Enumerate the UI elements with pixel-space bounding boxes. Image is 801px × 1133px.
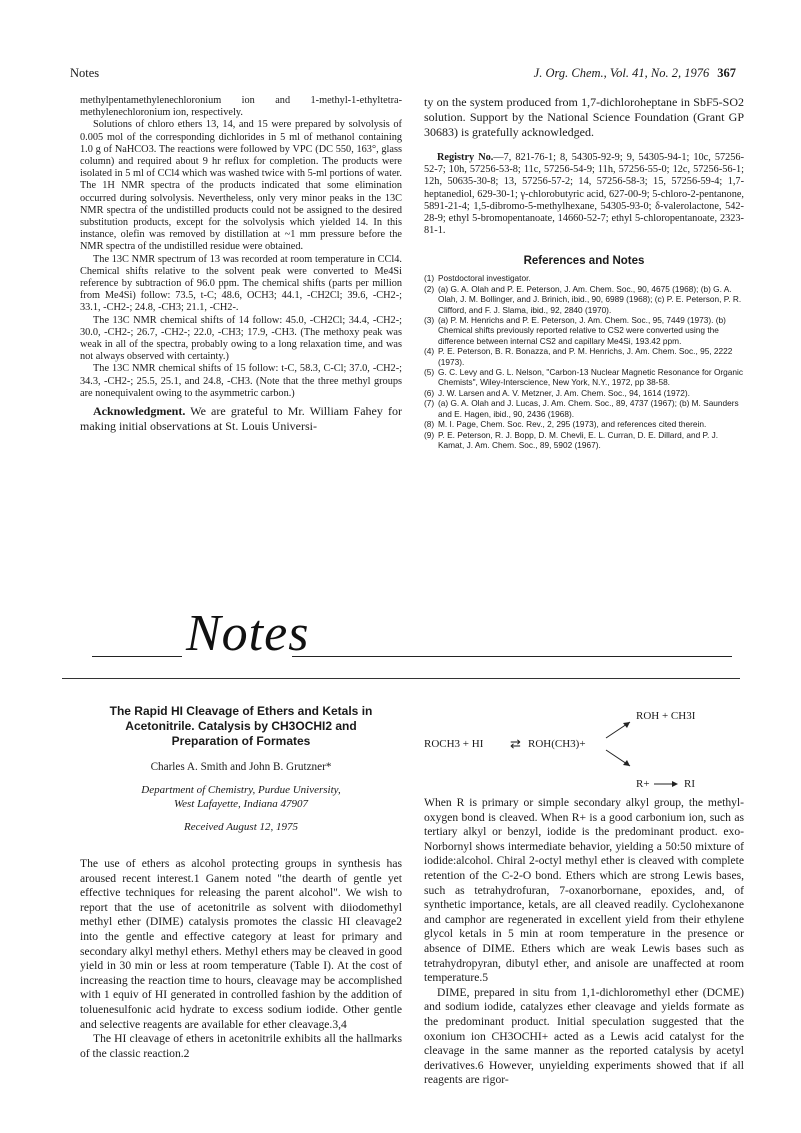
reference-number: (8) (424, 419, 435, 430)
reference-text: P. E. Peterson, R. J. Bopp, D. M. Chevli, E. L. Curran, D. E. Dillard, and P. J. Kamat, J. Am. Chem. Soc., 89, 5902 (1967). (438, 429, 719, 450)
affiliation-line: Department of Chemistry, Purdue University, (141, 784, 341, 796)
registry-text: —7, 821-76-1; 8, 54305-92-9; 9, 54305-94-1; 10c, 57256-52-7; 10h, 57256-53-8; 11c, 57256-54-9; 11h, 57256-55-0; 12c, 57256-56-1; 12h, 50635-30-8; 13, 57256-57-2; 14, 57256-58-3; 15, 57256-59-4; 1,7-heptanediol, 629-30-1; γ-chlorobutyric acid, 627-00-9; 5-chloro-2-pentanone, 5891-21-4; 1,5-dibromo-5-methylhexane, 54305-93-0; δ-valerolactone, 542-28-9; ethyl 5-bromopentanoate, 14660-52-7; ethyl 5-chloropentanoate, 2323-81-1. (424, 152, 744, 237)
reference-text: Postdoctoral investigator. (438, 273, 531, 284)
acknowledgment-heading: Acknowledgment. (93, 404, 186, 419)
reference-number: (4) (424, 346, 435, 357)
reference-item (424, 346, 744, 367)
reference-number: (9) (424, 429, 435, 440)
scheme-equilibrium-arrow: ⇄ (510, 736, 521, 751)
article-title-line: Acetonitrile. Catalysis by CH3OCHI2 and (125, 719, 357, 733)
article-right-column (424, 700, 744, 1088)
paragraph: The 13C NMR spectrum of 13 was recorded at room temperature in CCl4. Chemical shifts relative to the solvent peak were converted to Me4Si reference by subtraction of 96.0 ppm. The chemical shifts (parts per million from Me4Si) follow: 73.5, t-C; 48.6, OCH3; 44.1, -CH2Cl; 39.6, -CH2-; 33.1, -CH2-; 24.8, -CH3; 21.1, -CH2-. (80, 253, 402, 314)
reference-text: (a) G. A. Olah and J. Lucas, J. Am. Chem. Soc., 89, 4737 (1967); (b) M. Saunders and E. Hagen, ibid., 90, 2436 (1968). (438, 398, 739, 419)
article-authors: Charles A. Smith and John B. Grutzner* (150, 761, 332, 773)
scheme-product-upper: ROH + CH3I (636, 710, 696, 722)
top-right-column (424, 95, 744, 450)
paragraph: The 13C NMR chemical shifts of 15 follow: t-C, 58.3, C-Cl; 37.0, -CH2-; 34.3, -CH2-; 25.5, 25.1, and 24.8, -CH3. (Note that the three methyl groups are nonequivalent owing to the asymmetric carbon.) (80, 363, 402, 399)
reference-text: M. I. Page, Chem. Soc. Rev., 2, 295 (1973), and references cited therein. (438, 419, 707, 430)
acknowledgment-text: We are grateful to Mr. William Fahey for making initial observations at St. Louis Universi- (80, 404, 402, 434)
reaction-scheme (424, 700, 744, 788)
reference-number: (1) (424, 273, 435, 284)
running-head-section: Notes (70, 66, 100, 80)
reference-number: (5) (424, 367, 435, 378)
article-title-line: Preparation of Formates (171, 734, 311, 748)
paragraph: Solutions of chloro ethers 13, 14, and 15 were prepared by solvolysis of 0.005 mol of the corresponding dichlorides in 5 ml of methanol containing 1.0 g of NaHCO3. The reactions were followed by VPC (DC 550, 163°, glass column) and required about 9 hr reflux for completion. The products were isolated in 5 ml of CCl4 which was washed twice with 5-ml portions of water. The 1H NMR spectra of the products indicated that some elimination occurred during solvolysis. Nevertheless, only very minor peaks in the 13C NMR spectra of the undistilled products could not be assigned to the desired substitution products, except for the solvolysis which yielded 14. In this instance, olefin was removed by distillation at ~1 mm pressure before the NMR spectra of the undistilled residue were obtained. (80, 119, 402, 253)
reference-number: (2) (424, 283, 435, 294)
reference-number: (7) (424, 398, 435, 409)
paragraph: methylpentamethylenechloronium ion and 1-methyl-1-ethyltetra-methylenechloronium ion, respectively. (80, 95, 402, 119)
running-head (70, 66, 736, 82)
paragraph: The HI cleavage of ethers in acetonitrile exhibits all the hallmarks of the classic reaction.2 (80, 1032, 402, 1060)
section-divider (62, 678, 740, 679)
paragraph: When R is primary or simple secondary alkyl group, the methyl-oxygen bond is cleaved. When R+ is a good carbonium ion, such as tertiary alkyl or benzyl, iodide is the predominant product. exo-Norbornyl shows intermediate behavior, yielding a 50:50 mixture of iodide:alcohol. Chiral 2-octyl methyl ether is cleaved with complete retention of the C-2-O bond. Ethers which are strong Lewis bases, such as tetrahydrofuran, 7-oxanorbornane, epoxides, and, of synthetic importance, ketals, are all cleaved readily. Cyclohexanone and camphor are regenerated in excellent yield from their ethylene glycol ketals in 5 min at room temperature in the presence or absence of DIME. Ethers which are weak Lewis bases such as tetrahydropyran, dibutyl ether, and anisole are unaffected at room temperature.5 (424, 796, 744, 985)
journal-citation: J. Org. Chem., Vol. 41, No. 2, 1976 (533, 66, 710, 80)
reference-number: (3) (424, 315, 435, 326)
reference-item (424, 419, 744, 429)
reference-text: J. W. Larsen and A. V. Metzner, J. Am. Chem. Soc., 94, 1614 (1972). (438, 387, 690, 398)
reference-text: (a) G. A. Olah and P. E. Peterson, J. Am. Chem. Soc., 90, 4675 (1968); (b) G. A. Olah, J. M. Bollinger, and J. Brinich, ibid., 90, 6989 (1968); (c) P. E. Peterson, P. R. Clifford, and F. J. Slama, ibid., 92, 2840 (1970). (438, 283, 742, 315)
references-list (424, 273, 744, 450)
reference-number: (6) (424, 387, 435, 398)
reference-text: (a) P. M. Henrichs and P. E. Peterson, J. Am. Chem. Soc., 95, 7449 (1973). (b) Chemical shifts previously reported relative to CS2 were converted using the difference between internal CS2 and capillary Me4Si, 193.42 ppm. (438, 315, 726, 346)
reference-item (424, 284, 744, 315)
article-title-line: The Rapid HI Cleavage of Ethers and Ketals in (109, 704, 373, 718)
scheme-reactant: ROCH3 + HI (424, 738, 484, 750)
acknowledgment (80, 404, 402, 434)
reference-item (424, 388, 744, 398)
registry-numbers (424, 152, 744, 237)
affiliation-line: West Lafayette, Indiana 47907 (173, 798, 309, 810)
scheme-product-lower-cation: R+ (636, 778, 650, 790)
scheme-product-lower-iodide: RI (684, 778, 695, 790)
registry-heading: Registry No. (437, 152, 494, 163)
references-heading: References and Notes (523, 255, 645, 268)
acknowledgment-continuation: ty on the system produced from 1,7-dichloroheptane in SbF5-SO2 solution. Support by the National Science Foundation (Grant GP 30683) is gratefully acknowledged. (424, 95, 744, 139)
article-title (80, 704, 402, 749)
reference-item (424, 367, 744, 388)
top-left-column (80, 95, 402, 434)
paragraph: The 13C NMR chemical shifts of 14 follow: 45.0, -CH2Cl; 34.4, -CH2-; 30.0, -CH2-; 26.7, -CH2-; 22.0, -CH3; 17.9, -CH3. (The methoxy peak was weak in all of the spectra, probably owing to a long relaxation time, and was not always observed with certainty.) (80, 314, 402, 363)
scheme-intermediate: ROH(CH3)+ (528, 738, 586, 750)
paragraph: DIME, prepared in situ from 1,1-dichloromethyl ether (DCME) and sodium iodide, catalyzes ether cleavage and yields formate as the predominant product. Initial speculation suggested that the oxonium ion CH3OCHI+ acted as a Lewis acid catalyst for the cleavage in the same manner as the reported catalysis by acetyl derivatives.6 However, unyielding experiments showed that if all reagents are rigor- (424, 985, 744, 1087)
article-left-column (80, 700, 402, 1061)
reference-item (424, 398, 744, 419)
reference-item (424, 315, 744, 346)
reference-text: P. E. Peterson, B. R. Bonazza, and P. M. Henrichs, J. Am. Chem. Soc., 95, 2222 (1973). (438, 346, 733, 367)
paragraph: The use of ethers as alcohol protecting groups in synthesis has aroused recent interest.1 Ganem noted "the dearth of gentle yet effective techniques for releasing the parent alcohol". We wish to report that the use of acetonitrile as solvent with diiodomethyl methyl ether (DIME) catalysis promotes the classic HI cleavage2 into the gentle and effective category at least for primary and secondary alkyl methyl ethers. Methyl ethers may be cleaved in good yield in 30 min or less at room temperature (Table I). At the cost of increasing the reaction time to hours, cleavage may be accomplished with 1 equiv of HI generated in controlled fashion by the addition of toluenesulfonic acid hydrate to excess sodium iodide. Other gentle and selective reagents are available for ether cleavage.3,4 (80, 857, 402, 1031)
reference-item (424, 430, 744, 451)
notes-banner (92, 605, 732, 670)
banner-rule-left (92, 656, 182, 657)
reference-text: G. C. Levy and G. L. Nelson, "Carbon-13 Nuclear Magnetic Resonance for Organic Chemists", Wiley-Interscience, New York, N.Y., 1972, pp 38-58. (438, 367, 744, 388)
running-head-journal (534, 66, 736, 81)
received-date: Received August 12, 1975 (183, 821, 299, 833)
article-affiliation (80, 783, 402, 811)
banner-rule-right (292, 656, 732, 657)
page-number: 367 (717, 66, 736, 80)
banner-title: Notes (186, 605, 310, 662)
reference-item (424, 273, 744, 283)
